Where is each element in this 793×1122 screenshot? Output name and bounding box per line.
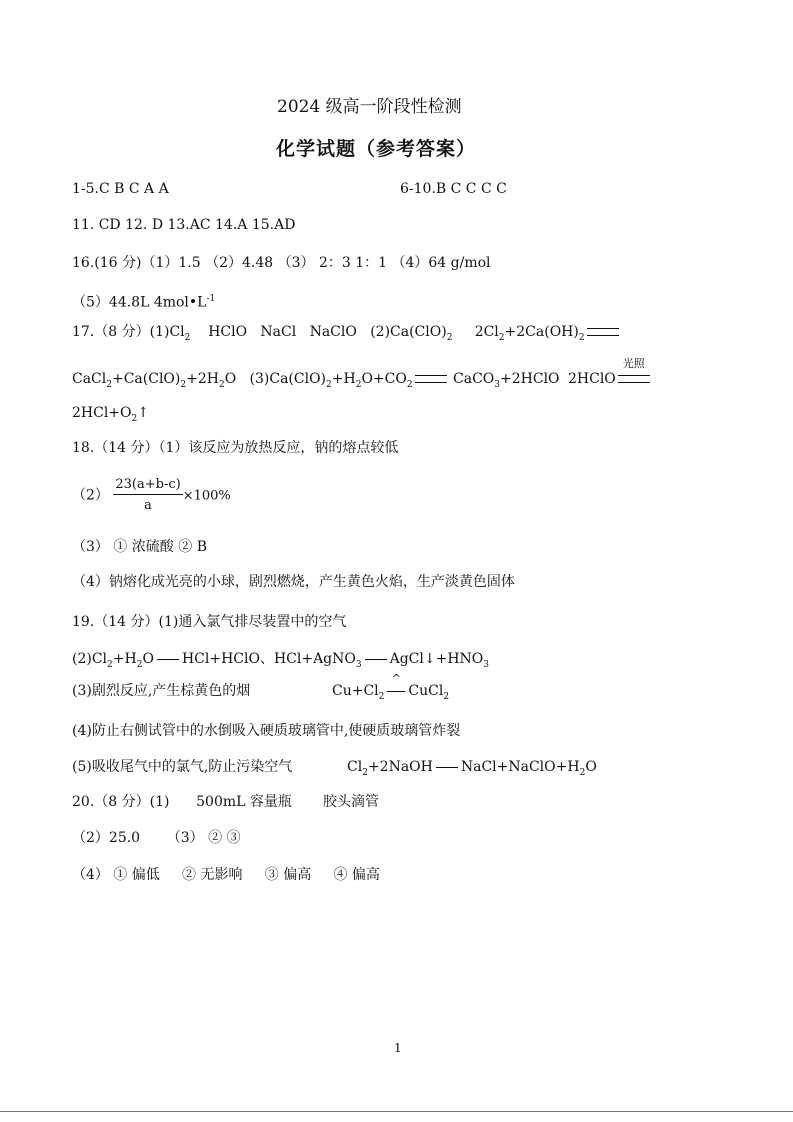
page-title: 化学试题（参考答案） [276, 138, 477, 160]
q17-p2-sub: 2 [446, 332, 453, 343]
q19-l5b: Cl [347, 759, 363, 775]
q17-l2a-sub: 2 [106, 379, 112, 390]
q17-eq-left-sub: 2 [498, 332, 505, 343]
mc-answers-11-15: 11. CD 12. D 13.AC 14.A 15.AD [72, 217, 296, 233]
q17-cl: Cl [169, 324, 185, 340]
q16-line1: 16.(16 分)（1）1.5 （2）4.48 （3） 2：3 1：1 （4）64 g/mol [72, 255, 491, 271]
fraction [113, 476, 182, 515]
q18-line1: 18.（14 分）（1）该反应为放热反应，钠的熔点较低 [72, 440, 399, 456]
q19-l5e: O [585, 759, 597, 775]
condition-arrow [384, 672, 408, 700]
heat-symbol: ^ [391, 672, 401, 685]
q19-l2d-sub: 3 [355, 659, 362, 670]
q17-l2f: O+CO [361, 371, 407, 387]
q19-l3a: (3)剧烈反应,产生棕黄色的烟 [72, 683, 251, 699]
q20-line2: （2）25.0 （3） ② ③ [72, 830, 241, 846]
q17-l2c: +2H [186, 371, 219, 387]
fraction-numerator: 23(a+b-c) [113, 476, 182, 495]
q17-eq-left-rest: +2Ca(OH) [504, 324, 579, 340]
q17-hclo: 2HClO [568, 371, 616, 387]
reaction-line [157, 659, 179, 660]
header-title: 2024 级高一阶段性检测 [277, 97, 462, 117]
q17-l2e-sub: 2 [355, 379, 362, 390]
q19-l3b: Cu+Cl [332, 683, 379, 699]
q17-l2d-sub: 2 [326, 379, 332, 390]
q17-line1 [72, 323, 621, 347]
q19-l2b-sub: 2 [136, 659, 143, 670]
mc-answers-6-10: 6-10.B C C C C [400, 181, 507, 197]
equals-double-line [415, 375, 447, 383]
equals-double-line [587, 328, 619, 336]
q17-l2b: +Ca(ClO) [111, 371, 181, 387]
q16-line2 [72, 290, 215, 312]
q16-line2-text: （5）44.8L 4mol•L [72, 294, 207, 311]
q19-line3-eq [332, 672, 450, 706]
q19-line4: (4)防止右侧试管中的水倒吸入硬质玻璃管中,使硬质玻璃管炸裂 [72, 723, 461, 739]
q18-line2 [72, 476, 231, 515]
q19-l2a-sub: 2 [107, 659, 113, 670]
q19-l5d: NaCl+NaClO+H [460, 759, 580, 775]
fraction-tail: ×100% [182, 488, 231, 504]
q19-l2a: (2)Cl [72, 651, 108, 667]
q17-l2c-sub: 2 [218, 379, 225, 390]
q19-l2e-sub: 3 [483, 659, 490, 670]
q19-l2e: AgCl↓+HNO [389, 651, 484, 667]
fraction-denominator: a [144, 498, 152, 513]
q17-l2b-sub: 2 [180, 379, 187, 390]
q19-l5a: (5)吸收尾气中的氯气,防止污染空气 [72, 759, 293, 775]
q17-p2: (2)Ca(ClO) [370, 324, 447, 340]
q17-l3a-sub: 2 [131, 413, 138, 424]
equals-double-line [618, 375, 650, 383]
q17-l2h: +2HClO [500, 371, 560, 387]
q19-line5-eq [347, 758, 597, 782]
q19-line2 [72, 650, 489, 674]
q18-line4: （4）钠熔化成光亮的小球，剧烈燃烧，产生黄色火焰，生产淡黄色固体 [72, 574, 515, 590]
q20-line3: （4） ① 偏低 ② 无影响 ③ 偏高 ④ 偏高 [72, 867, 380, 883]
q19-line3 [72, 682, 250, 700]
q17-photolysis [568, 357, 652, 388]
q17-prefix: 17.（8 分）(1) [72, 324, 170, 340]
mc-answers-1-5: 1-5.C B C A A [72, 181, 169, 197]
q17-l2f-sub: 2 [406, 379, 413, 390]
q19-l2b: +H [112, 651, 137, 667]
q17-l2g-sub: 3 [494, 379, 501, 390]
q17-items: HClO NaCl NaClO [208, 324, 357, 340]
q17-l2e: +H [331, 371, 356, 387]
q19-l3b-sub: 2 [378, 691, 385, 702]
q16-unit-exponent: -1 [206, 294, 216, 304]
q19-line5 [72, 758, 292, 776]
condition-arrow [616, 357, 652, 388]
page-number: 1 [394, 1041, 402, 1055]
q17-l3a: 2HCl+O [72, 405, 132, 421]
q17-line3 [72, 404, 149, 428]
q19-l2c: O [142, 651, 154, 667]
q18-line3: （3） ① 浓硫酸 ② B [72, 539, 207, 555]
q17-l2d: O (3)Ca(ClO) [224, 371, 327, 387]
q17-l2a: CaCl [72, 371, 107, 387]
condition-label: 光照 [622, 357, 645, 370]
q17-eq-left-rest-sub: 2 [578, 332, 585, 343]
q17-l2g: CaCO [453, 371, 495, 387]
q17-line2 [72, 370, 560, 394]
page-bottom-divider [0, 1111, 793, 1112]
q19-line1: 19.（14 分）(1)通入氯气排尽装置中的空气 [72, 614, 347, 630]
reaction-line [365, 659, 387, 660]
reaction-line [387, 691, 405, 692]
gas-up-arrow: ↑ [137, 405, 149, 421]
q17-eq-left: 2Cl [474, 324, 499, 340]
q19-l5d-sub: 2 [579, 767, 586, 778]
q19-l5b-sub: 2 [362, 767, 368, 778]
q20-line1: 20.（8 分）(1) 500mL 容量瓶 胶头滴管 [72, 794, 380, 810]
q18-p2: （2） [72, 487, 109, 504]
q19-l2d: HCl+HClO、HCl+AgNO [181, 651, 356, 667]
q17-cl-sub: 2 [184, 332, 191, 343]
q19-l5c: +2NaOH [367, 759, 433, 775]
q19-l3c-sub: 2 [443, 691, 450, 702]
q19-l3c: CuCl [408, 683, 444, 699]
reaction-line [436, 767, 458, 768]
